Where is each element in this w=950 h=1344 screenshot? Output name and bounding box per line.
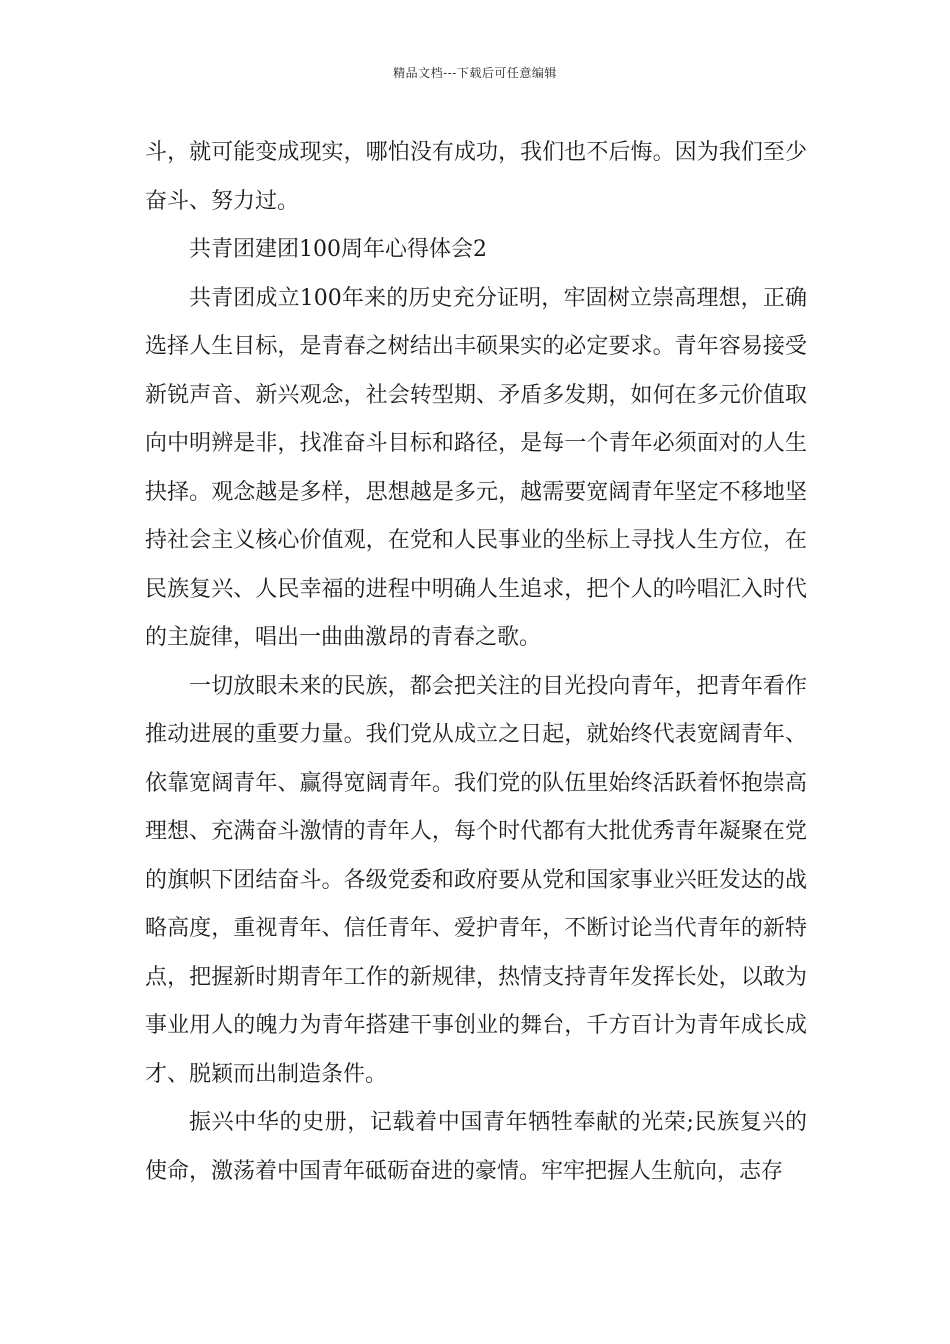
- paragraph-continuation: 斗，就可能变成现实，哪怕没有成功，我们也不后悔。因为我们至少奋斗、努力过。: [145, 140, 807, 214]
- document-body: [145, 129, 807, 1196]
- paragraph: 振兴中华的史册，记载着中国青年牺牲奉献的光荣;民族复兴的使命，激荡着中国青年砥砺奋进的豪情。牢牢把握人生航向，志存: [145, 1110, 807, 1184]
- section-title: 共青团建团100周年心得体会2: [189, 237, 487, 262]
- page-header: 精品文档---下载后可任意编辑: [393, 66, 557, 80]
- paragraph: 共青团成立100年来的历史充分证明，牢固树立崇高理想，正确选择人生目标，是青春之树结出丰硕果实的必定要求。青年容易接受新锐声音、新兴观念，社会转型期、矛盾多发期，如何在多元价值取向中明辨是非，找准奋斗目标和路径，是每一个青年必须面对的人生抉择。观念越是多样，思想越是多元，越需要宽阔青年坚定不移地坚持社会主义核心价值观，在党和人民事业的坐标上寻找人生方位，在民族复兴、人民幸福的进程中明确人生追求，把个人的吟唱汇入时代的主旋律，唱出一曲曲激昂的青春之歌。: [145, 285, 807, 650]
- paragraph: 一切放眼未来的民族，都会把关注的目光投向青年，把青年看作推动进展的重要力量。我们党从成立之日起，就始终代表宽阔青年、依靠宽阔青年、赢得宽阔青年。我们党的队伍里始终活跃着怀抱崇高理想、充满奋斗激情的青年人，每个时代都有大批优秀青年凝聚在党的旗帜下团结奋斗。各级党委和政府要从党和国家事业兴旺发达的战略高度，重视青年、信任青年、爱护青年，不断讨论当代青年的新特点，把握新时期青年工作的新规律，热情支持青年发挥长处，以敢为事业用人的魄力为青年搭建干事创业的舞台，千方百计为青年成长成才、脱颖而出制造条件。: [145, 673, 807, 1087]
